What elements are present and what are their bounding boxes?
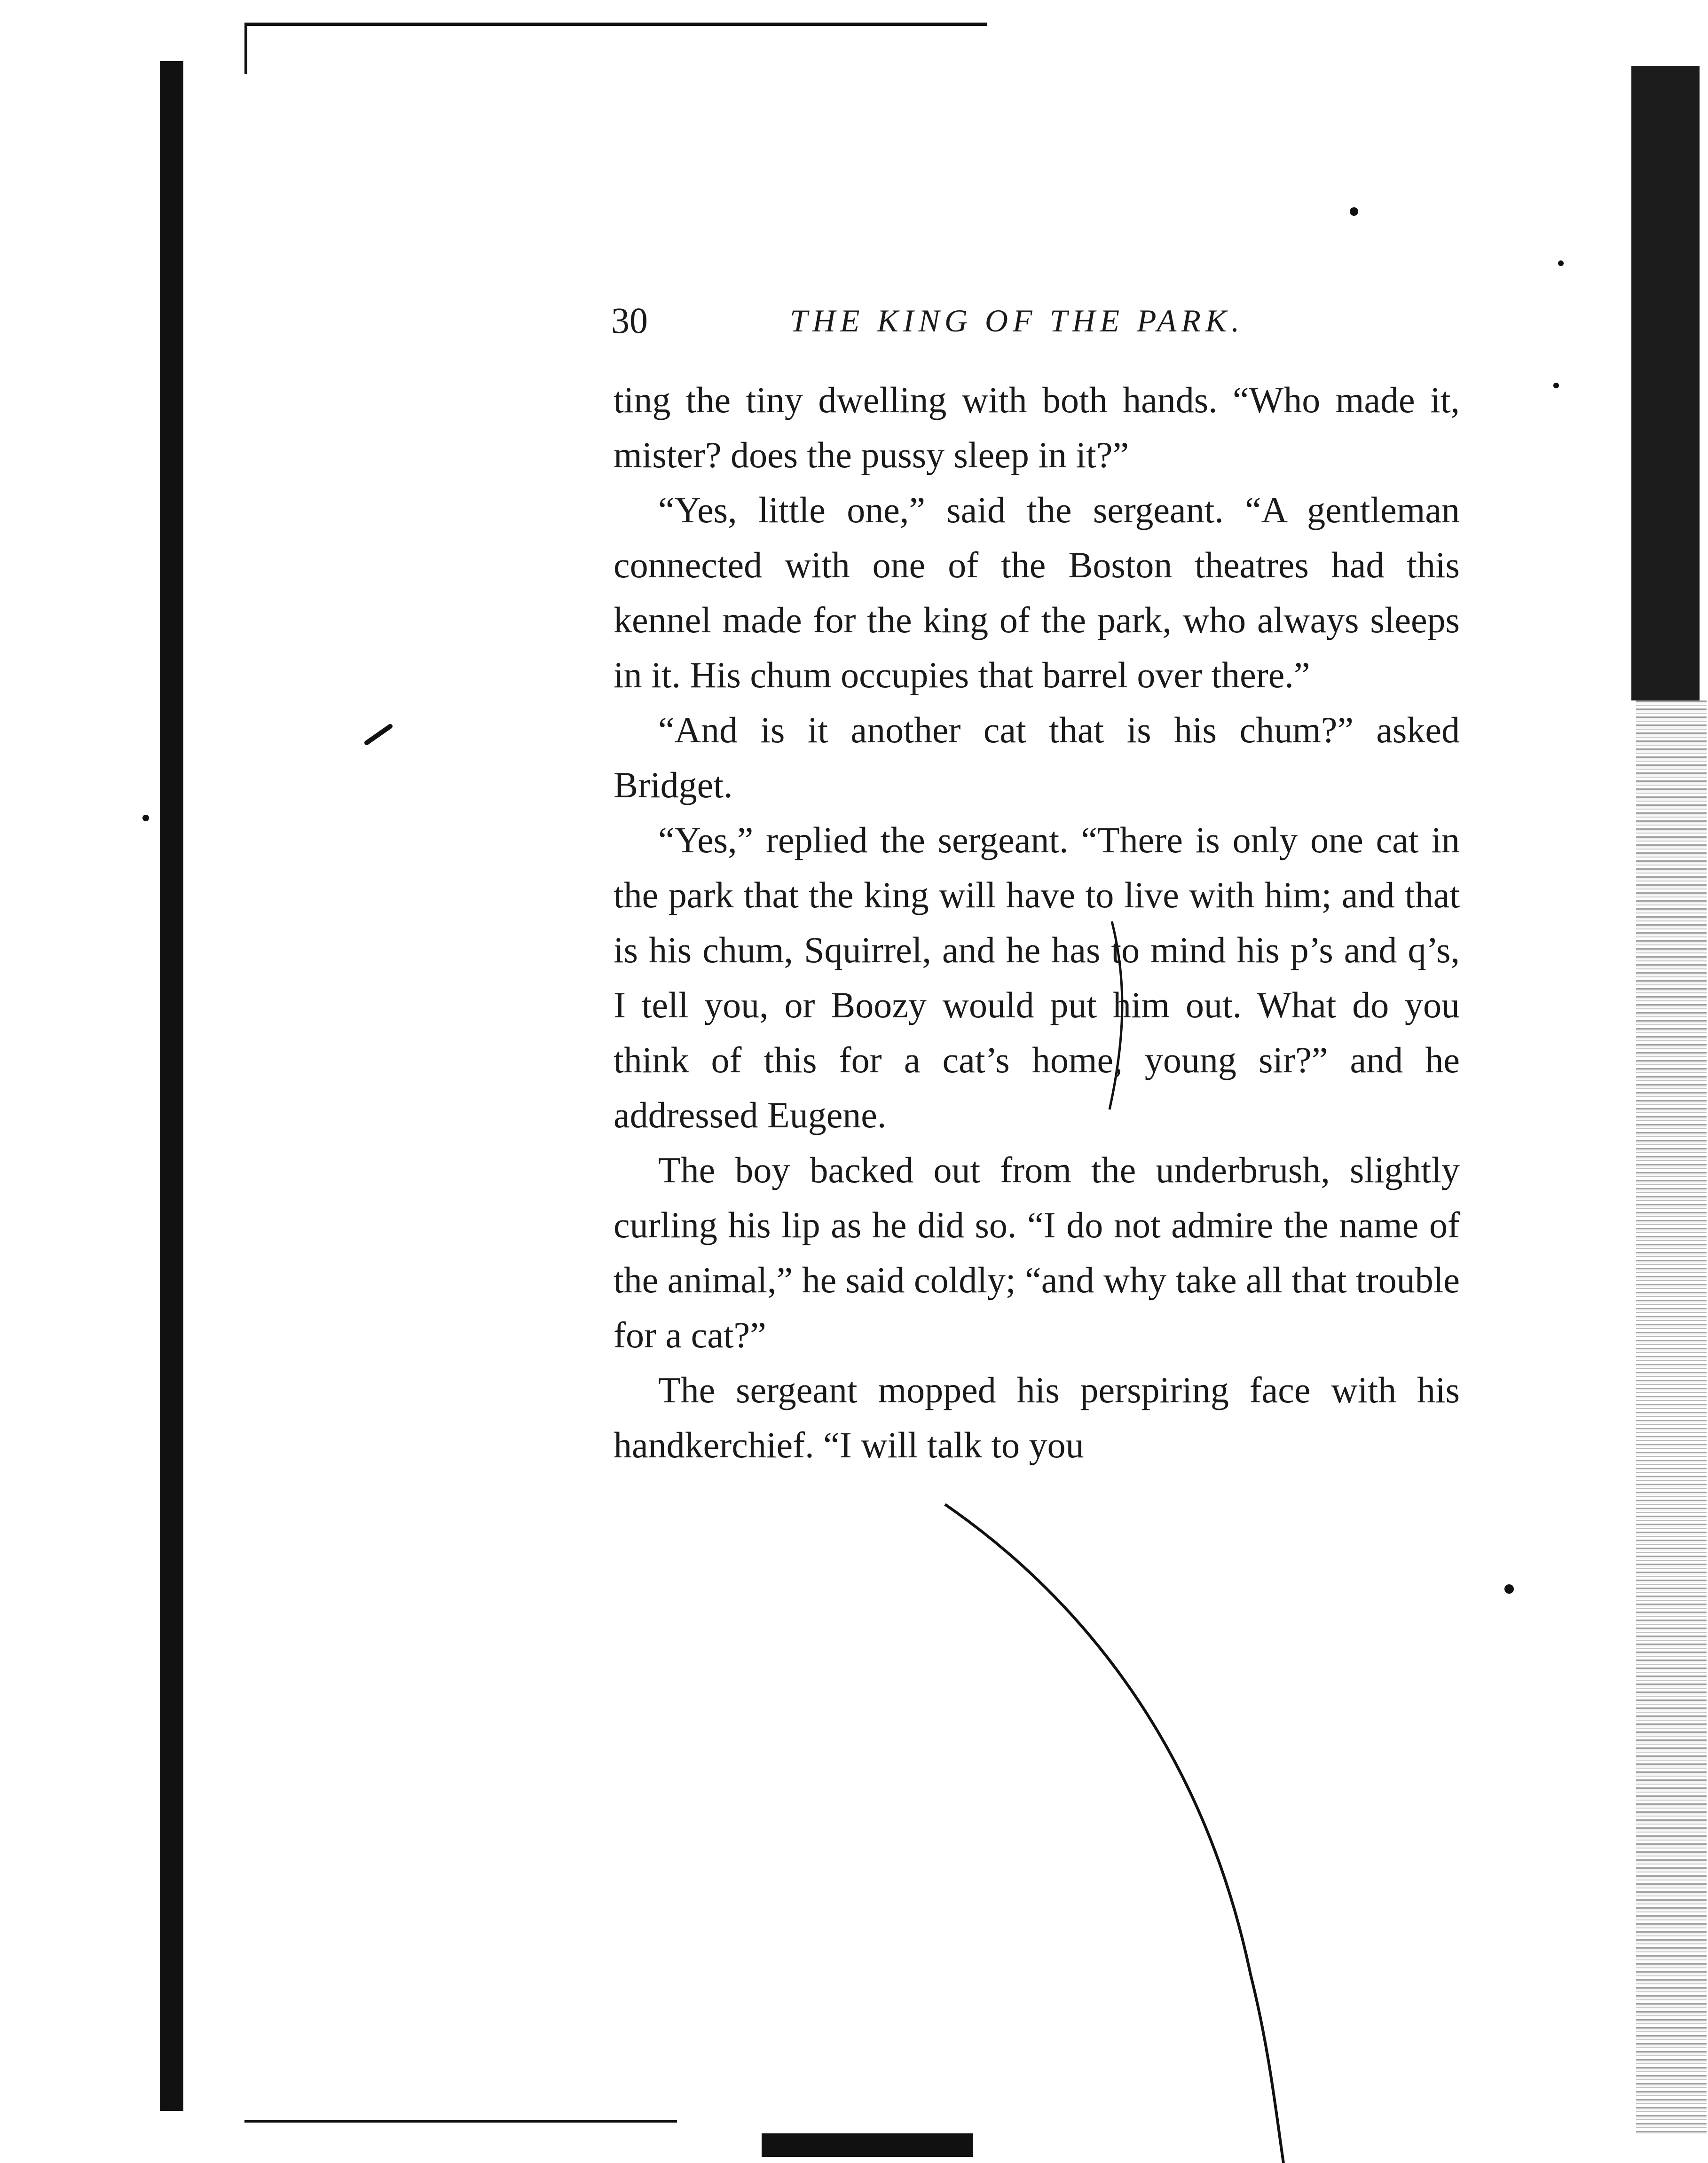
paragraph-5: The boy backed out from the underbrush, slightly curling his lip as he did so. “I do not admire the name of the animal,” he said coldly; “and why take all that trouble for a cat?” [614, 1149, 1460, 1355]
paragraph-3: “And is it another cat that is his chum?” asked Bridget. [614, 709, 1460, 805]
running-head: THE KING OF THE PARK. [790, 303, 1244, 338]
paragraph-1: ting the tiny dwelling with both hands. “Who made it, mister? does the pussy sleep in it?” [614, 379, 1460, 475]
body-text [614, 372, 1460, 1472]
paragraph-2: “Yes, little one,” said the sergeant. “A gentleman connected with one of the Boston theatres had this kennel made for the king of the park, who always sleeps in it. His chum occupies that barrel over there.” [614, 489, 1460, 695]
paragraph-4: “Yes,” replied the sergeant. “There is only one cat in the park that the king will have to live with him; and that is his chum, Squirrel, and he has to mind his p’s and q’s, I tell you, or Boozy would put him out. What do you think of this for a cat’s home, young sir?” and he addressed Eugene. [614, 819, 1460, 1135]
page-header [611, 297, 1467, 344]
page-number: 30 [611, 300, 648, 341]
paragraph-6: The sergeant mopped his perspiring face with his handkerchief. “I will talk to you [614, 1369, 1460, 1465]
